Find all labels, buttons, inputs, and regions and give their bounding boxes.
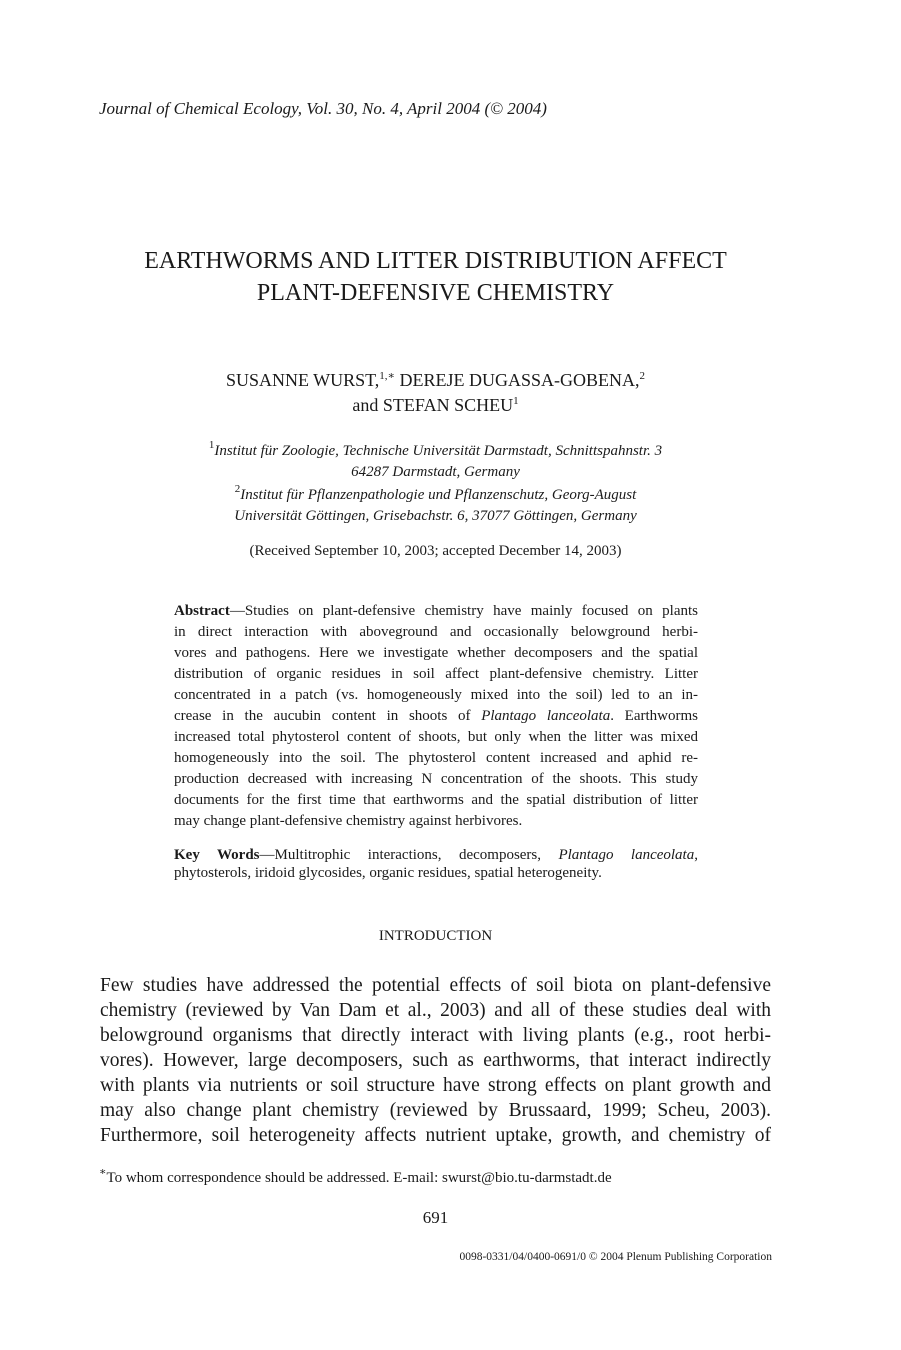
abstract-label: Abstract [174,603,230,619]
affiliation-1-line-2: 64287 Darmstadt, Germany [351,464,520,480]
body-line: may also change plant chemistry (reviewed by Brussaard, 1999; Scheu, 2003). [100,1100,771,1121]
body-line: chemistry (reviewed by Van Dam et al., 2003) and all of these studies deal with [100,1000,771,1021]
title-line-1: EARTHWORMS AND LITTER DISTRIBUTION AFFECT [144,248,727,274]
body-line: Furthermore, soil heterogeneity affects nutrient uptake, growth, and chemistry of [100,1125,771,1146]
article-title [100,245,771,309]
abstract [174,601,698,832]
authors-line-1 [100,368,771,393]
author-wurst-sup: 1,∗ [379,370,396,382]
affiliation-2-sup: 2 [234,483,241,495]
abstract-line: homogeneously into the soil. The phytosterol content increased and aphid re- [174,750,698,766]
abstract-line: distribution of organic residues in soil affect plant-defensive chemistry. Litter [174,666,698,682]
journal-header: Journal of Chemical Ecology, Vol. 30, No. 4, April 2004 (© 2004) [99,99,547,118]
key-words-text: —Multitrophic interactions, decomposers, [259,847,559,863]
abstract-line: in direct interaction with aboveground and occasionally belowground herbi- [174,624,698,640]
footnote-marker: ∗ [99,1166,107,1178]
title-line-2: PLANT-DEFENSIVE CHEMISTRY [256,280,615,306]
abstract-line: increased total phytosterol content of shoots, but only when the litter was mixed [174,729,698,745]
abstract-text: . Earthworms [610,708,698,724]
footnote-text: To whom correspondence should be addressed. E-mail: swurst@bio.tu-darmstadt.de [106,1170,612,1186]
key-words-text: , [694,847,698,863]
abstract-line: production decreased with increasing N concentration of the shoots. This study [174,771,698,787]
affiliation-1-line-1 [100,441,771,462]
received-dates: (Received September 10, 2003; accepted December 14, 2003) [249,543,622,559]
abstract-text: crease in the aucubin content in shoots of [174,708,482,724]
footnote [99,1166,612,1187]
affiliation-1 [100,441,771,483]
affiliation-2-text: Institut für Pflanzenpathologie und Pflanzenschutz, Georg-August [240,487,637,503]
affiliation-1-text: Institut für Zoologie, Technische Universität Darmstadt, Schnittspahnstr. 3 [214,443,663,459]
body-line: Few studies have addressed the potential effects of soil biota on plant-defensive [100,975,771,996]
section-heading-introduction: INTRODUCTION [378,928,493,944]
key-words-label: Key Words [174,847,260,863]
species-name: Plantago lanceolata [558,847,695,863]
affiliation-2-line-1 [100,485,771,506]
body-line: belowground organisms that directly interact with living plants (e.g., root herbi- [100,1025,771,1046]
author-dugassa: DEREJE DUGASSA-GOBENA, [395,370,640,390]
body-line: vores). However, large decomposers, such as earthworms, that interact indirectly [100,1050,771,1071]
abstract-text: —Studies on plant-defensive chemistry have mainly focused on plants [229,603,698,619]
abstract-line [174,706,698,727]
abstract-line: vores and pathogens. Here we investigate whether decomposers and the spatial [174,645,698,661]
affiliation-2-line-2: Universität Göttingen, Grisebachstr. 6, 37077 Göttingen, Germany [234,508,637,524]
abstract-line: documents for the first time that earthworms and the spatial distribution of litter [174,792,698,808]
author-list [100,368,771,418]
key-words-line [174,846,698,864]
page-number: 691 [422,1208,449,1227]
copyright-line: 0098-0331/04/0400-0691/0 © 2004 Plenum Publishing Corporation [459,1251,772,1263]
body-line: with plants via nutrients or soil structure have strong effects on plant growth and [100,1075,771,1096]
author-scheu: and STEFAN SCHEU [352,395,514,415]
affiliation-1-sup: 1 [208,439,215,451]
body-text [100,973,771,1148]
authors-line-2 [100,393,771,418]
key-words-line: phytosterols, iridoid glycosides, organic residues, spatial heterogeneity. [174,865,602,881]
abstract-line: may change plant-defensive chemistry against herbivores. [174,813,523,829]
author-scheu-sup: 1 [513,395,519,407]
abstract-line [174,601,698,622]
species-name: Plantago lanceolata [481,708,611,724]
author-wurst: SUSANNE WURST, [225,370,380,390]
affiliation-2 [100,485,771,527]
author-dugassa-sup: 2 [639,370,646,382]
abstract-line: concentrated in a patch (vs. homogeneously mixed into the soil) led to an in- [174,687,698,703]
key-words [174,846,698,882]
